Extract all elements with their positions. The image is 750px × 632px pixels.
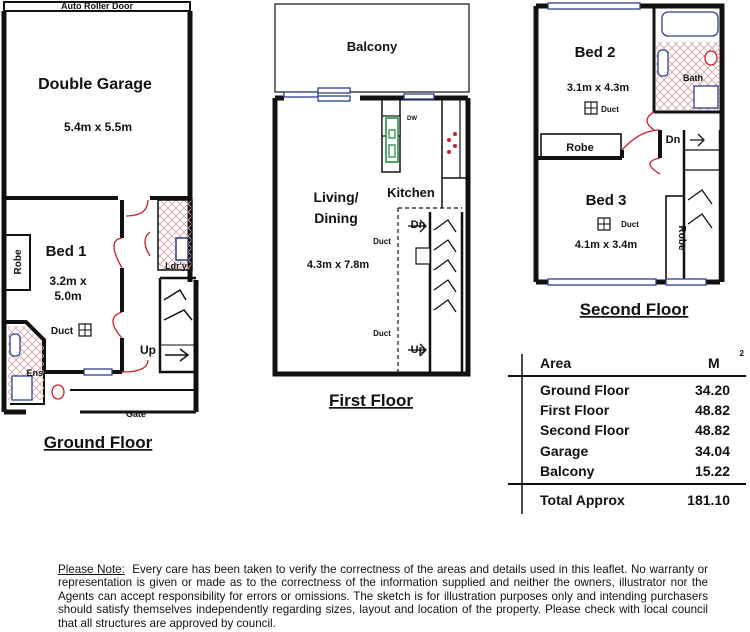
disclaimer-text: Every care has been taken to verify the correctness of the areas and details used in this leaflet. No warranty or representation is given or made as to the correctness of the information supplied and neither the owners, illustrator nor the Agents can accept responsibility for errors or omissions. The sketch is for illustration purposes only and intending purchasers should satisfy themselves independently regarding sizes, layout and location of the property. Please check with local council that all structures are approved by council. [58, 563, 708, 630]
first-floor-plan [275, 4, 469, 374]
ens-label: Ens. [26, 368, 46, 378]
area-total-value: 181.10 [687, 492, 730, 508]
garage-label: Double Garage [38, 76, 152, 93]
kitchen-label: Kitchen [387, 185, 435, 200]
dn-label: Dn [410, 219, 426, 231]
up-label: Up [140, 343, 156, 357]
up-label-first: Up [410, 344, 426, 356]
area-row-label: Ground Floor [540, 382, 630, 398]
duct-label-bed2: Duct [601, 105, 619, 114]
bed3-label: Bed 3 [585, 192, 627, 209]
duct-label-2: Duct [373, 329, 391, 338]
balcony-label: Balcony [346, 39, 398, 54]
dn-label-second: Dn [665, 134, 681, 146]
ground-floor-title: Ground Floor [43, 433, 153, 452]
bed3-dim: 4.1m x 3.4m [574, 239, 638, 251]
bed2-label: Bed 2 [574, 44, 616, 61]
area-unit: M [708, 355, 720, 371]
first-floor-title: First Floor [328, 391, 414, 410]
gate-label: Gate [125, 409, 147, 419]
living-dim: 4.3m x 7.8m [306, 259, 370, 271]
area-row-value: 48.82 [694, 402, 730, 418]
ground-floor-plan [4, 2, 196, 412]
area-row-label: Garage [540, 443, 589, 459]
window [84, 369, 112, 375]
area-row-value: 34.20 [694, 382, 730, 398]
area-row-label: Second Floor [540, 422, 630, 438]
bed1-dim1: 3.2m x [49, 274, 87, 288]
robe-label: Robe [13, 249, 24, 275]
area-row-label: First Floor [540, 402, 610, 418]
area-row-value: 34.04 [694, 443, 730, 459]
second-floor-title: Second Floor [579, 300, 689, 319]
living-label-1: Living/ [313, 189, 359, 205]
area-row-label: Balcony [540, 463, 595, 479]
laundry-label: Ldr'y [165, 261, 187, 271]
duct-label: Duct [50, 326, 74, 337]
area-unit-sup: 2 [739, 349, 744, 358]
area-row-value: 15.22 [694, 463, 730, 479]
area-row-value: 48.82 [694, 422, 730, 438]
disclaimer-heading: Please Note: [58, 563, 125, 576]
living-label-2: Dining [314, 210, 358, 226]
bed2-dim: 3.1m x 4.3m [566, 82, 630, 94]
area-total-label: Total Approx [540, 492, 625, 508]
bed1-dim2: 5.0m [54, 289, 82, 303]
bed1-label: Bed 1 [45, 243, 87, 260]
robe-label-bed2: Robe [566, 142, 594, 154]
dw-label: DW [407, 116, 417, 122]
area-header: Area [540, 355, 572, 371]
disclaimer-note [58, 563, 708, 630]
duct-label-1: Duct [373, 237, 391, 246]
bath-label: Bath [683, 73, 703, 83]
robe-label-bed3: Robe [676, 225, 687, 251]
duct-label-bed3: Duct [621, 220, 639, 229]
roller-door-label: Auto Roller Door [61, 1, 133, 11]
garage-dim: 5.4m x 5.5m [63, 120, 133, 134]
